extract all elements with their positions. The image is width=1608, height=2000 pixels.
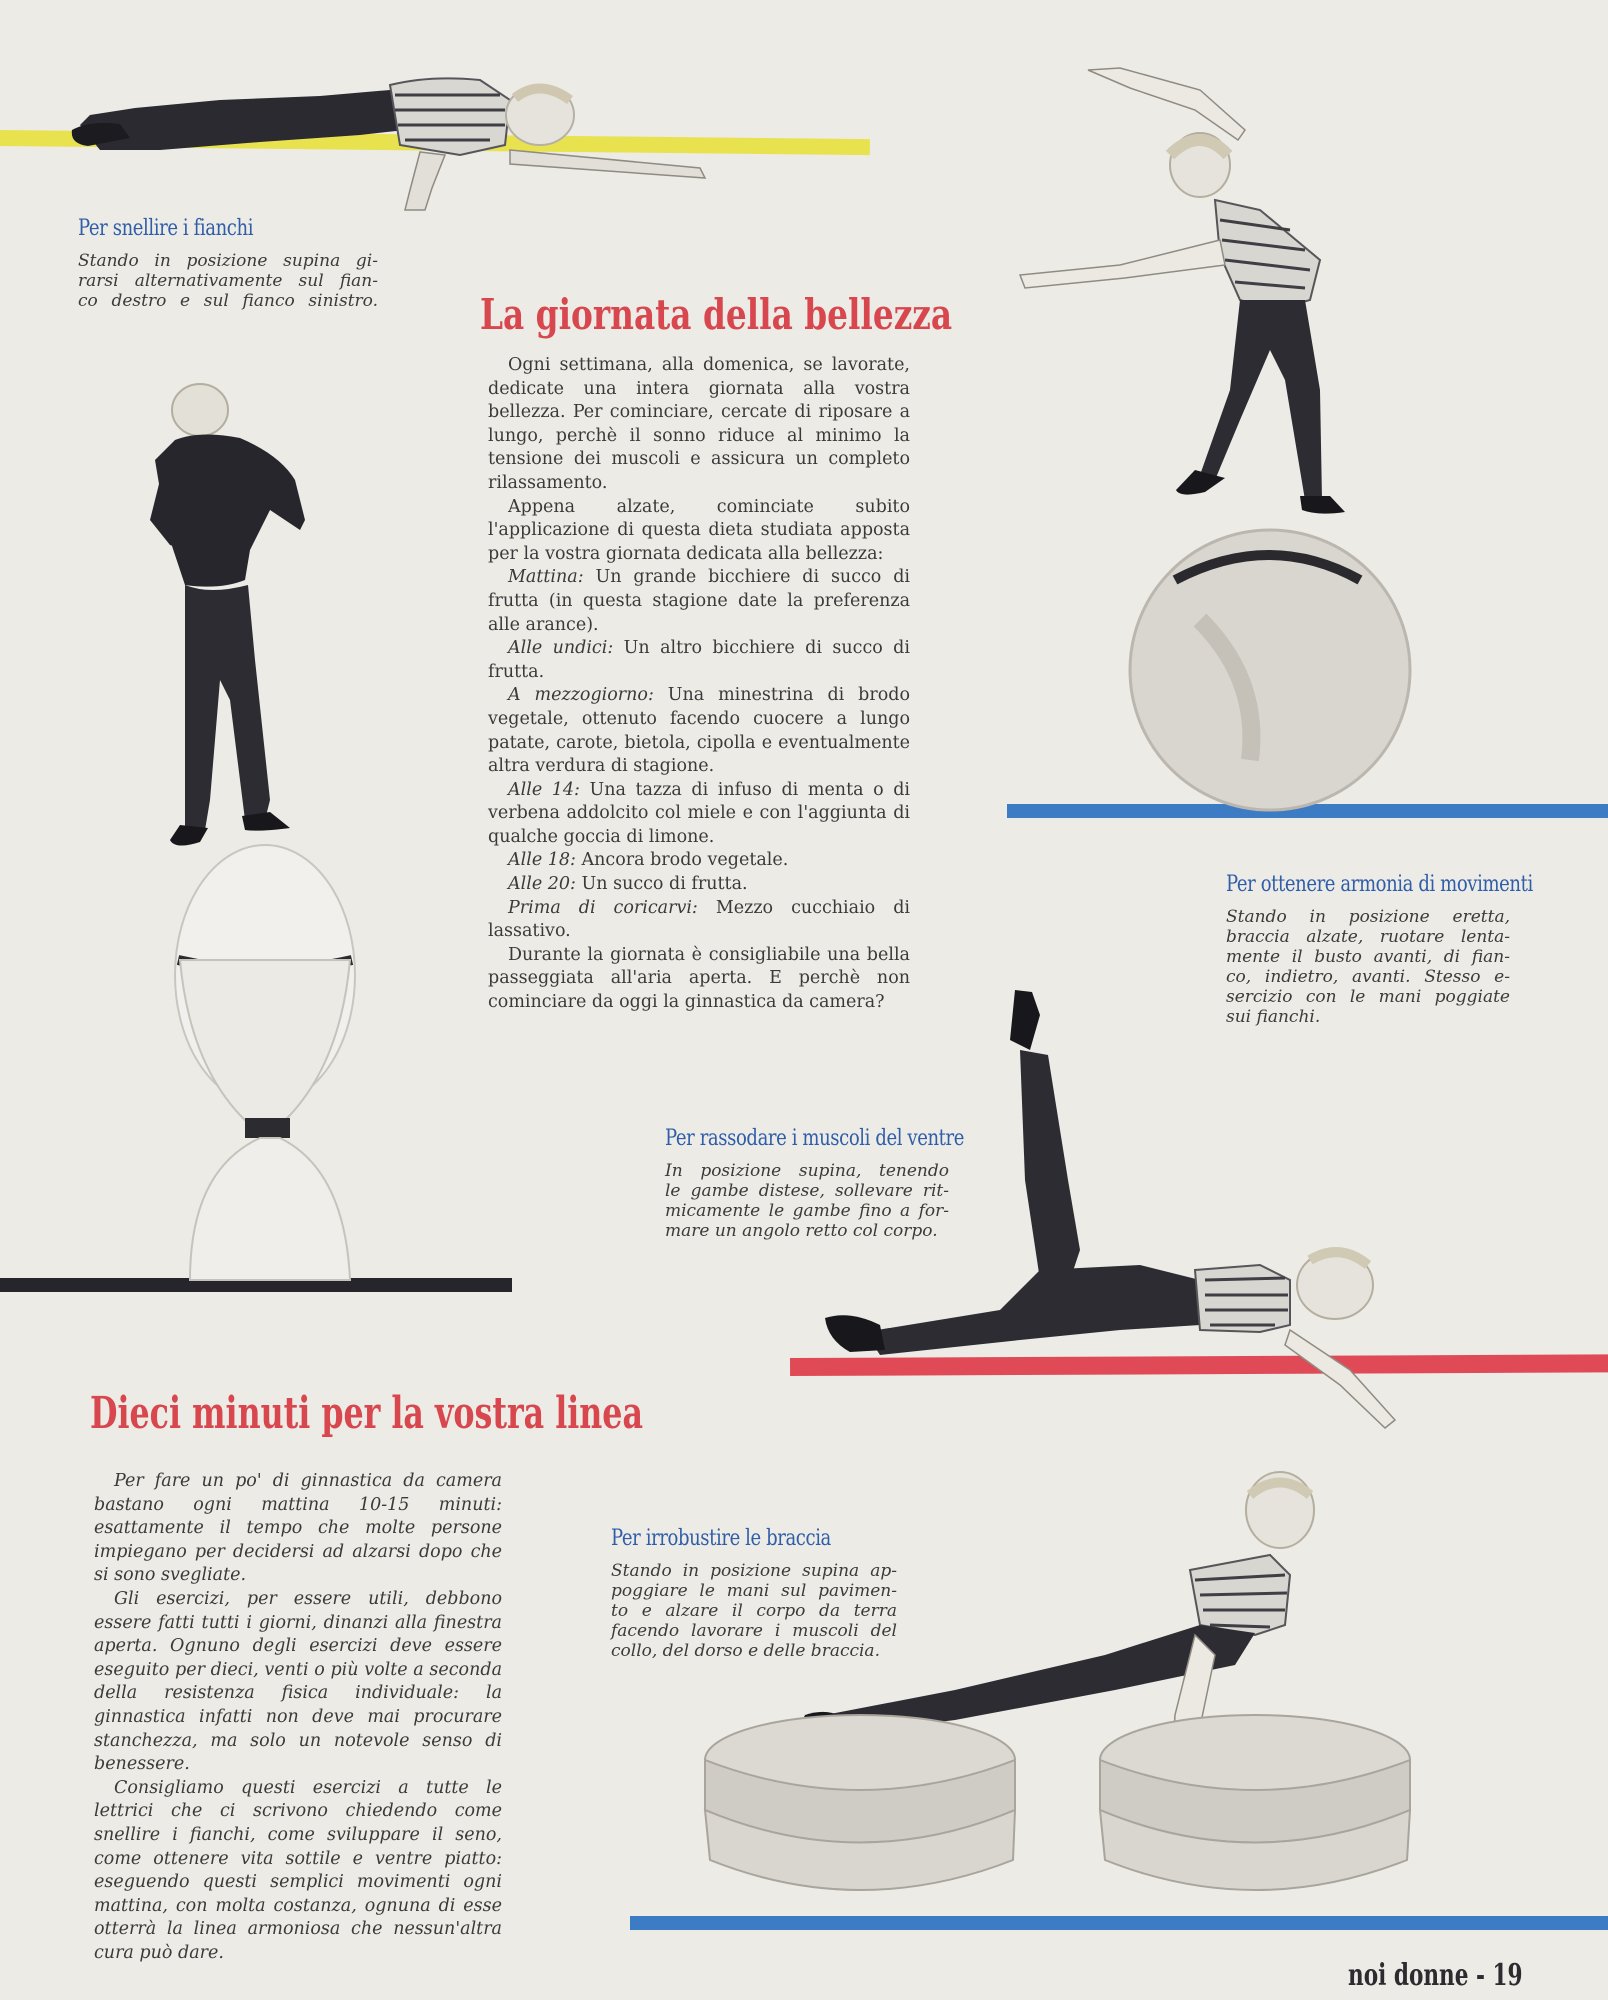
schedule-time: Alle 14: [508, 779, 580, 800]
schedule-time: Alle undici: [508, 638, 614, 659]
schedule-item [488, 779, 910, 850]
caption-line: rarsi alternativamente sul fian- [78, 271, 378, 291]
article1-title: La giornata della bellezza [480, 290, 953, 339]
article1-paragraph: Appena alzate, cominciate subito l'applicazione di questa dieta studiata apposta per la vostra giornata dedicata alla bellezza: [488, 496, 910, 564]
caption-fianchi [78, 216, 378, 311]
article2-paragraph: Per fare un po' di ginnastica da camera bastano ogni mattina 10-15 minuti: esattamente il tempo che molte persone impiegano per decidersi ad alzarsi dopo che si sono svegliate. [94, 1471, 502, 1586]
schedule-time: A mezzogiorno: [508, 685, 654, 706]
caption-line: In posizione supina, tenendo [665, 1161, 949, 1181]
schedule-item [488, 684, 910, 778]
photo-woman-on-ball [1000, 60, 1480, 800]
schedule-text: Ancora brodo vegetale. [581, 850, 789, 871]
caption-ventre-text [665, 1161, 949, 1241]
photo-lying-woman [60, 60, 710, 220]
caption-line: braccia alzate, ruotare lenta- [1226, 927, 1510, 947]
caption-line: sercizio con le mani poggiate [1226, 987, 1510, 1007]
caption-line: facendo lavorare i muscoli del [611, 1621, 897, 1641]
schedule-text: Un grande bicchiere di succo di frutta (in questa stagione date la preferenza alle arance). [488, 567, 910, 635]
caption-line: Stando in posizione supina gi- [78, 251, 378, 271]
article2-paragraph: Consigliamo questi esercizi a tutte le lettrici che ci scrivono chiedendo come snellire i fianchi, come sviluppare il seno, come ottenere vita sottile e ventre piatto: eseguendo questi semplici movimenti ogni mattina, con molta costanza, ognuna di esse otterrà la linea armoniosa che nessun'altra cura può dare. [94, 1777, 502, 1963]
schedule-text: Mezzo cucchiaio di lassativo. [488, 897, 910, 942]
caption-line: Stando in posizione eretta, [1226, 907, 1510, 927]
caption-line: to e alzare il corpo da terra [611, 1601, 897, 1621]
schedule-item [488, 637, 910, 684]
schedule-text: Un succo di frutta. [581, 874, 748, 895]
caption-braccia [611, 1526, 897, 1661]
caption-line: poggiare le mani sul pavimen- [611, 1581, 897, 1601]
caption-braccia-text [611, 1561, 897, 1661]
article2-paragraph: Gli esercizi, per essere utili, debbono essere fatti tutti i giorni, dinanzi alla finestra aperta. Ognuno degli esercizi deve essere eseguito per dieci, venti o più volte a seconda della resistenza fisica individuale: la ginnastica infatti non deve mai procurare stanchezza, ma solo un notevole senso di benessere. [94, 1588, 502, 1775]
article1-paragraph: Ogni settimana, alla domenica, se lavorate, dedicate una intera giornata alla vostra bellezza. Per cominciare, cercate di riposare a lungo, perchè il sonno riduce al minimo la tensione dei muscoli e assicura un completo rilassamento. [488, 355, 910, 493]
caption-line: co destro e sul fianco sinistro. [78, 291, 378, 311]
caption-line: micamente le gambe fino a for- [665, 1201, 949, 1221]
photo-woman-on-stool [130, 380, 390, 1285]
schedule-time: Mattina: [508, 567, 584, 588]
caption-fianchi-title: Per snellire i fianchi [78, 216, 254, 241]
caption-fianchi-text [78, 251, 378, 311]
schedule-text: Una tazza di infuso di menta o di verbena addolcito col miele e con l'aggiunta di qualche goccia di limone. [488, 779, 910, 847]
schedule-text: Un altro bicchiere di succo di frutta. [488, 638, 910, 682]
caption-line: collo, del dorso e delle braccia. [611, 1641, 880, 1661]
caption-ventre [665, 1126, 965, 1241]
blue-stripe-bottom [630, 1916, 1608, 1930]
caption-armonia-title: Per ottenere armonia di movimenti [1226, 872, 1533, 897]
schedule-item [488, 566, 910, 637]
article1-body [488, 354, 910, 1015]
caption-line: co, indietro, avanti. Stesso e- [1226, 967, 1510, 987]
schedule-item [488, 849, 910, 873]
caption-line: mare un angolo retto col corpo. [665, 1221, 938, 1241]
schedule-time: Alle 18: [508, 850, 576, 871]
caption-line: sui fianchi. [1226, 1007, 1321, 1027]
caption-ventre-title: Per rassodare i muscoli del ventre [665, 1126, 965, 1151]
article2-body [94, 1470, 502, 1965]
caption-line: mente il busto avanti, di fian- [1226, 947, 1510, 967]
schedule-text: Una minestrina di brodo vegetale, ottenuto facendo cuocere a lungo patate, carote, bietola, cipolla e eventualmente altra verdura di stagione. [488, 685, 910, 777]
caption-armonia-text [1226, 907, 1510, 1027]
schedule-item [488, 873, 910, 897]
article1-closing: Durante la giornata è consigliabile una bella passeggiata all'aria aperta. E perchè non cominciare da oggi la ginnastica da camera? [488, 944, 910, 1013]
caption-line: Stando in posizione supina ap- [611, 1561, 897, 1581]
caption-braccia-title: Per irrobustire le braccia [611, 1526, 831, 1551]
schedule-item [488, 897, 910, 944]
schedule-time: Prima di coricarvi: [508, 897, 698, 918]
caption-line: le gambe distese, sollevare rit- [665, 1181, 949, 1201]
schedule-time: Alle 20: [508, 874, 576, 895]
article2-title: Dieci minuti per la vostra linea [90, 1388, 643, 1439]
page-folio: noi donne - 19 [1348, 1958, 1523, 1993]
caption-armonia [1226, 872, 1533, 1027]
